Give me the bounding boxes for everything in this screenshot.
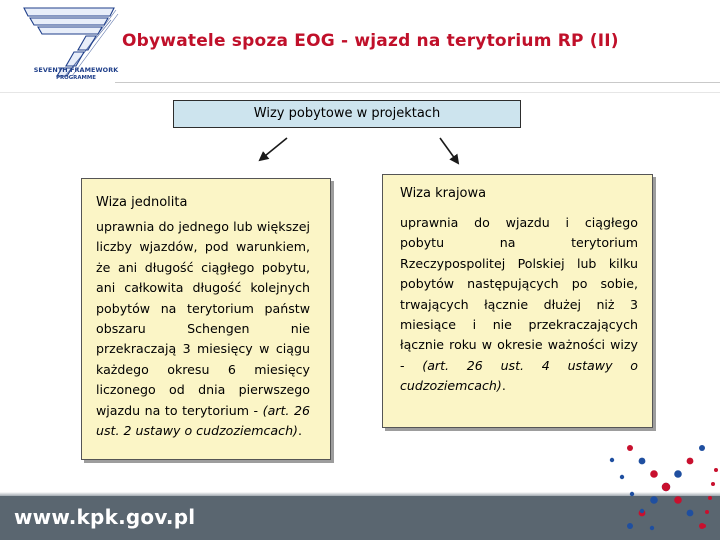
national-visa-end: . — [501, 378, 506, 394]
decoration-dot — [627, 523, 633, 529]
decoration-dot — [687, 458, 694, 465]
decoration-dot — [640, 509, 644, 513]
single-visa-panel — [81, 178, 331, 460]
decoration-dot — [610, 458, 614, 462]
national-visa-text: uprawnia do wjazdu i ciągłego pobytu na terytorium Rzeczypospolitej Polskiej lub kilku pobytów następujących po sobie, trwających łącznie dłużej niż 3 miesiące i nie przekraczających łącznie roku w okresie ważności wizy - — [400, 215, 638, 373]
national-visa-title: Wiza krajowa — [400, 186, 487, 201]
arrow-down-left-icon — [260, 138, 287, 160]
decoration-dot — [650, 526, 654, 530]
decoration-dot — [687, 510, 694, 517]
decoration-dot — [674, 470, 682, 478]
footer-url: www.kpk.gov.pl — [14, 505, 196, 529]
visa-types-label: Wizy pobytowe w projektach — [253, 106, 441, 121]
decoration-dot — [630, 492, 634, 496]
national-visa-description — [400, 213, 638, 397]
single-visa-end: . — [297, 423, 302, 439]
decoration-dot — [674, 496, 682, 504]
arrow-down-right-icon — [440, 138, 458, 163]
dotted-x-pattern-icon — [600, 440, 720, 540]
logo-line1: SEVENTH FRAMEWORK — [33, 66, 119, 74]
decoration-dot — [662, 483, 670, 491]
page-title: Obywatele spoza EOG - wjazd na terytorium RP (II) — [122, 31, 619, 51]
decoration-dot — [702, 524, 706, 528]
logo-line2: PROGRAMME — [56, 75, 96, 81]
national-visa-panel — [382, 174, 653, 428]
decoration-dot — [639, 458, 646, 465]
decoration-dot — [620, 475, 624, 479]
decoration-dot — [711, 482, 715, 486]
decoration-dot — [650, 470, 658, 478]
single-visa-text: uprawnia do jednego lub większej liczby wjazdów, pod warunkiem, że ani długość ciągłego pobytu, ani całkowita długość kolejnych pobytów na terytorium państw obszaru Schengen nie przekraczają 3 miesięcy w ciągu każdego okresu 6 miesięcy liczonego od dnia pierwszego wjazdu na to terytorium - — [96, 219, 310, 418]
decoration-dot — [650, 496, 658, 504]
decoration-dot — [714, 468, 718, 472]
decoration-dot — [705, 510, 709, 514]
single-visa-citation: (art. 26 ust. 2 ustawy o cudzoziemcach) — [96, 402, 310, 439]
national-visa-citation: (art. 26 ust. 4 ustawy o cudzoziemcach) — [400, 357, 638, 394]
single-visa-description — [96, 217, 310, 441]
decoration-dot — [699, 445, 705, 451]
decoration-dot — [627, 445, 633, 451]
decoration-dot — [708, 496, 712, 500]
single-visa-title: Wiza jednolita — [96, 195, 188, 210]
